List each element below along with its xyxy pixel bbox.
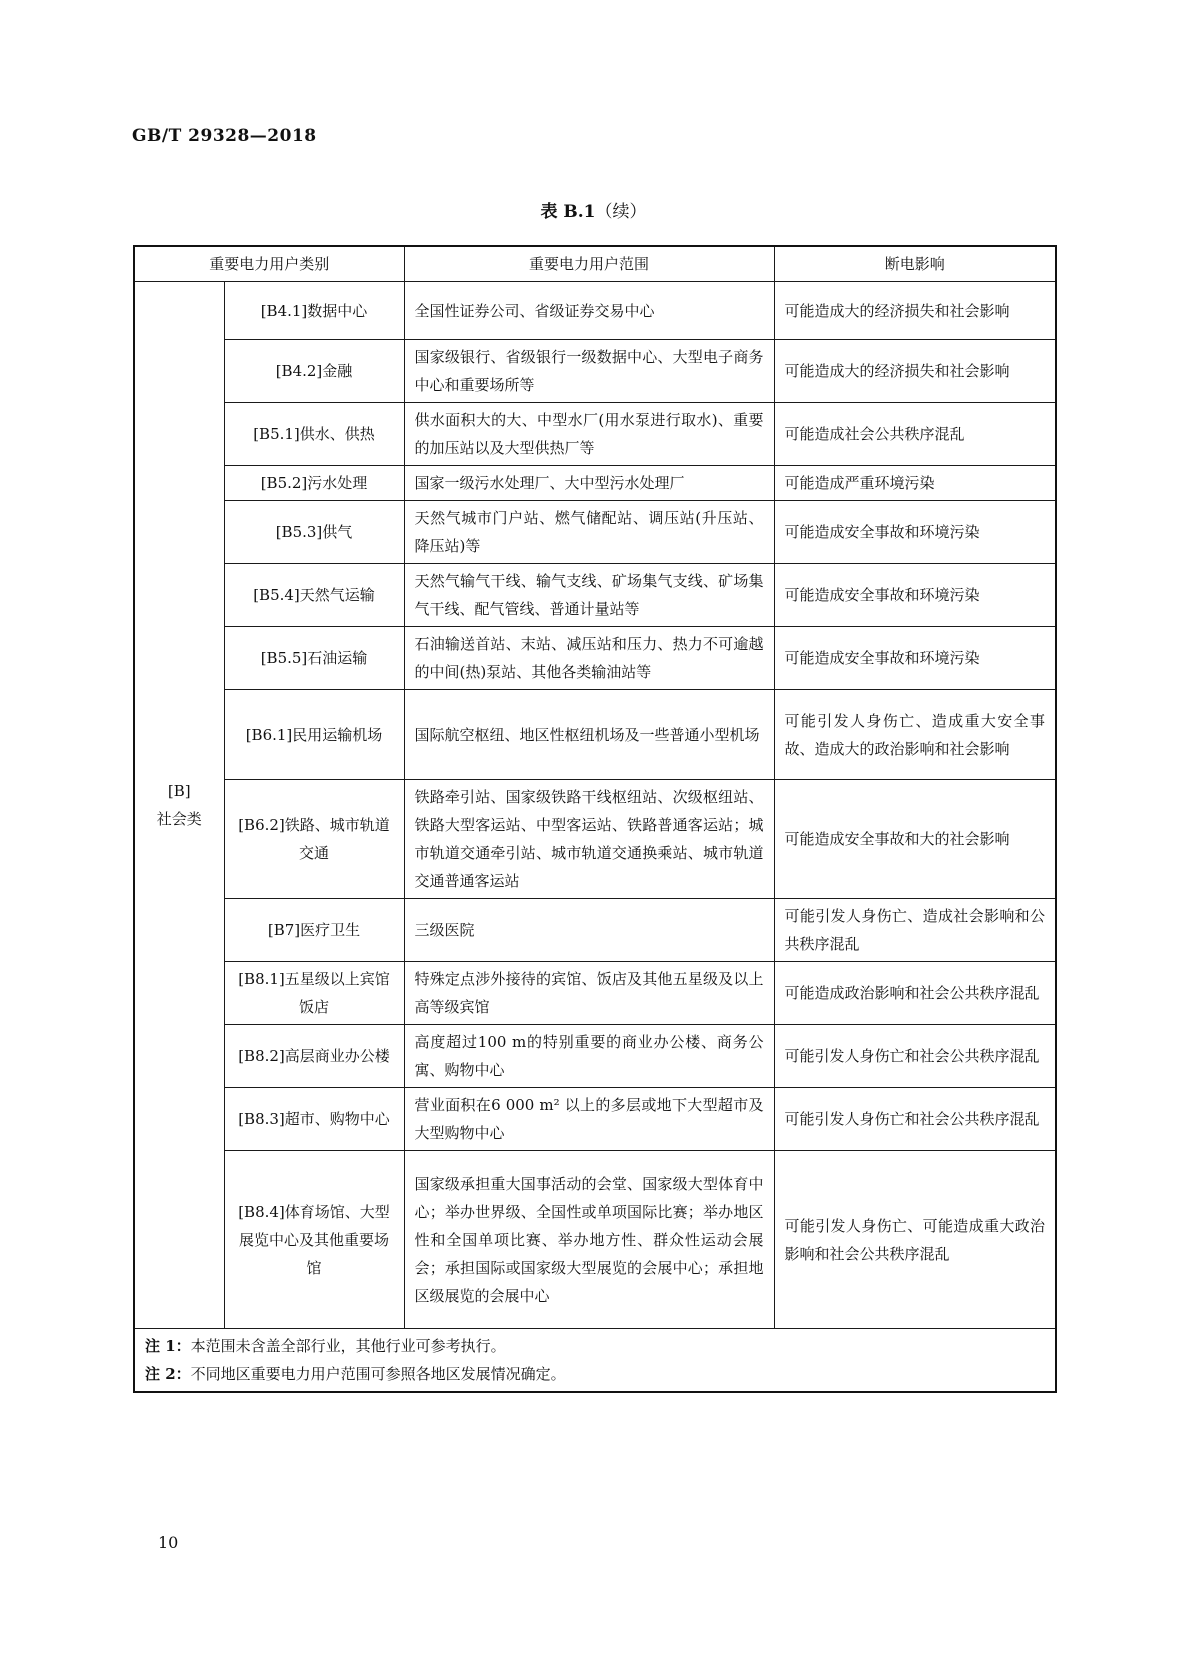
impact-cell: 可能造成安全事故和环境污染 [774, 501, 1056, 564]
scope-cell: 铁路牵引站、国家级铁路干线枢纽站、次级枢纽站、铁路大型客运站、中型客运站、铁路普通客运站；城市轨道交通牵引站、城市轨道交通换乘站、城市轨道交通普通客运站 [404, 780, 774, 899]
impact-cell: 可能造成社会公共秩序混乱 [774, 403, 1056, 466]
subcategory-cell: [B5.4]天然气运输 [224, 564, 404, 627]
category-code: [B] [167, 782, 191, 800]
table-header-row [134, 246, 1056, 282]
table-row [134, 564, 1056, 627]
table-row [134, 899, 1056, 962]
subcategory-cell: [B5.1]供水、供热 [224, 403, 404, 466]
impact-cell: 可能造成大的经济损失和社会影响 [774, 340, 1056, 403]
scope-cell: 全国性证券公司、省级证券交易中心 [404, 282, 774, 340]
subcategory-cell: [B6.1]民用运输机场 [224, 690, 404, 780]
table-title-label: 表 B.1 [540, 202, 596, 222]
table-row [134, 403, 1056, 466]
table-row [134, 962, 1056, 1025]
impact-cell: 可能造成政治影响和社会公共秩序混乱 [774, 962, 1056, 1025]
impact-cell: 可能造成安全事故和环境污染 [774, 627, 1056, 690]
scope-cell: 天然气输气干线、输气支线、矿场集气支线、矿场集气干线、配气管线、普通计量站等 [404, 564, 774, 627]
table-row [134, 282, 1056, 340]
table-row [134, 780, 1056, 899]
impact-cell: 可能引发人身伤亡、造成社会影响和公共秩序混乱 [774, 899, 1056, 962]
table-row [134, 1151, 1056, 1329]
table-row [134, 501, 1056, 564]
subcategory-cell: [B5.3]供气 [224, 501, 404, 564]
scope-cell: 供水面积大的大、中型水厂(用水泵进行取水)、重要的加压站以及大型供热厂等 [404, 403, 774, 466]
subcategory-cell: [B8.3]超市、购物中心 [224, 1088, 404, 1151]
impact-cell: 可能造成大的经济损失和社会影响 [774, 282, 1056, 340]
impact-cell: 可能造成安全事故和大的社会影响 [774, 780, 1056, 899]
category-cell [134, 282, 224, 1329]
scope-cell: 高度超过100 m的特别重要的商业办公楼、商务公寓、购物中心 [404, 1025, 774, 1088]
table-row [134, 340, 1056, 403]
scope-cell: 三级医院 [404, 899, 774, 962]
note-1-label: 注 1： [145, 1337, 191, 1355]
col-header-category: 重要电力用户类别 [134, 246, 404, 282]
scope-cell: 特殊定点涉外接待的宾馆、饭店及其他五星级及以上高等级宾馆 [404, 962, 774, 1025]
scope-cell: 国家级银行、省级银行一级数据中心、大型电子商务中心和重要场所等 [404, 340, 774, 403]
table-title-suffix: （续） [595, 202, 647, 222]
impact-cell: 可能引发人身伤亡、造成重大安全事故、造成大的政治影响和社会影响 [774, 690, 1056, 780]
scope-cell: 营业面积在6 000 m² 以上的多层或地下大型超市及大型购物中心 [404, 1088, 774, 1151]
subcategory-cell: [B6.2]铁路、城市轨道交通 [224, 780, 404, 899]
page-number: 10 [158, 1533, 179, 1552]
subcategory-cell: [B5.2]污水处理 [224, 466, 404, 501]
note-1-text: 本范围未含盖全部行业，其他行业可参考执行。 [190, 1337, 506, 1355]
table-row [134, 466, 1056, 501]
note-2-text: 不同地区重要电力用户范围可参照各地区发展情况确定。 [190, 1365, 566, 1383]
notes-row [134, 1329, 1056, 1393]
impact-cell: 可能引发人身伤亡、可能造成重大政治影响和社会公共秩序混乱 [774, 1151, 1056, 1329]
subcategory-cell: [B7]医疗卫生 [224, 899, 404, 962]
scope-cell: 石油输送首站、末站、减压站和压力、热力不可逾越的中间(热)泵站、其他各类输油站等 [404, 627, 774, 690]
impact-cell: 可能造成严重环境污染 [774, 466, 1056, 501]
table-row [134, 1025, 1056, 1088]
impact-cell: 可能引发人身伤亡和社会公共秩序混乱 [774, 1025, 1056, 1088]
subcategory-cell: [B8.2]高层商业办公楼 [224, 1025, 404, 1088]
col-header-impact: 断电影响 [774, 246, 1056, 282]
scope-cell: 天然气城市门户站、燃气储配站、调压站(升压站、降压站)等 [404, 501, 774, 564]
table-title [0, 197, 1187, 222]
note-2 [145, 1360, 1045, 1388]
table-row [134, 1088, 1056, 1151]
scope-cell: 国际航空枢纽、地区性枢纽机场及一些普通小型机场 [404, 690, 774, 780]
standard-code: GB/T 29328—2018 [132, 126, 317, 146]
scope-cell: 国家一级污水处理厂、大中型污水处理厂 [404, 466, 774, 501]
col-header-scope: 重要电力用户范围 [404, 246, 774, 282]
subcategory-cell: [B4.1]数据中心 [224, 282, 404, 340]
category-name: 社会类 [156, 810, 202, 828]
subcategory-cell: [B5.5]石油运输 [224, 627, 404, 690]
note-2-label: 注 2： [145, 1365, 191, 1383]
subcategory-cell: [B8.4]体育场馆、大型展览中心及其他重要场馆 [224, 1151, 404, 1329]
impact-cell: 可能造成安全事故和环境污染 [774, 564, 1056, 627]
table-row [134, 690, 1056, 780]
power-user-table [133, 245, 1057, 1393]
subcategory-cell: [B4.2]金融 [224, 340, 404, 403]
subcategory-cell: [B8.1]五星级以上宾馆饭店 [224, 962, 404, 1025]
notes-cell [134, 1329, 1056, 1393]
scope-cell: 国家级承担重大国事活动的会堂、国家级大型体育中心；举办世界级、全国性或单项国际比赛；举办地区性和全国单项比赛、举办地方性、群众性运动会展会；承担国际或国家级大型展览的会展中心；承担地区级展览的会展中心 [404, 1151, 774, 1329]
table-row [134, 627, 1056, 690]
note-1 [145, 1332, 1045, 1360]
impact-cell: 可能引发人身伤亡和社会公共秩序混乱 [774, 1088, 1056, 1151]
